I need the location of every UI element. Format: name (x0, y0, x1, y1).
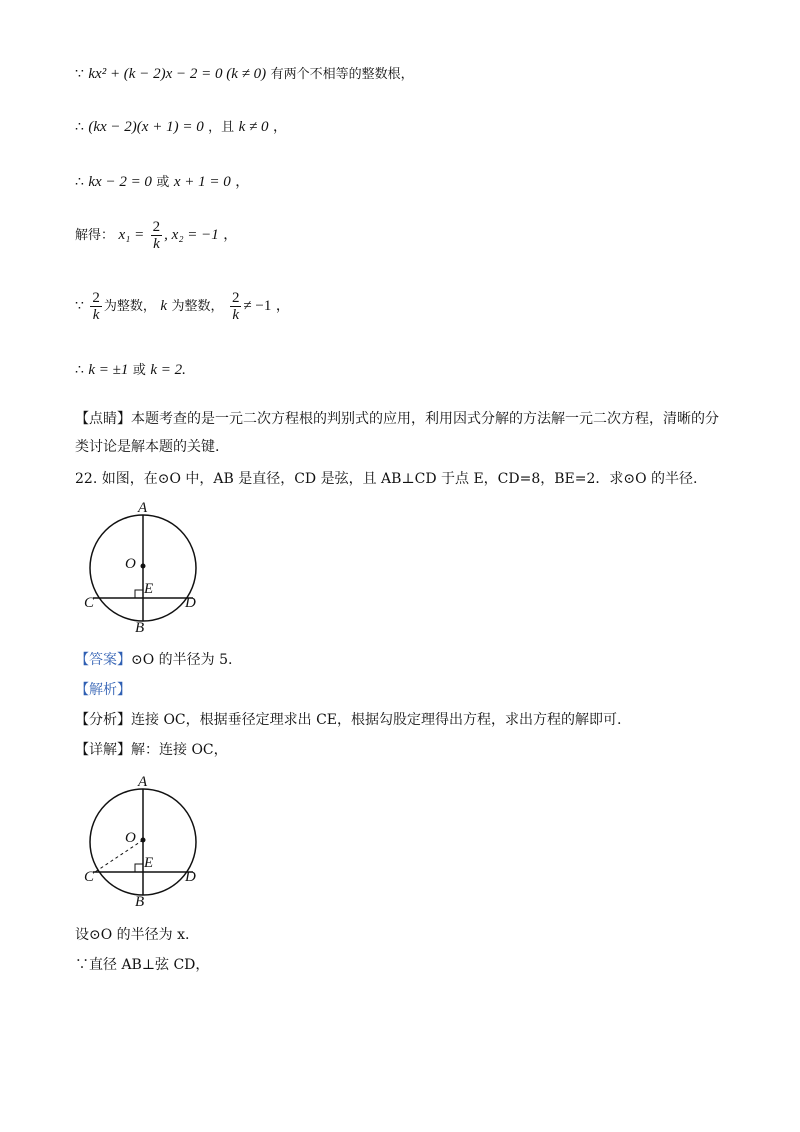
x1-label: x₁ = (118, 227, 145, 243)
line-factored (75, 117, 287, 138)
center-point (141, 564, 146, 569)
answer-text: ⊙O 的半径为 5. (131, 652, 233, 668)
case-equation-2: x + 1 = 0 (173, 174, 231, 190)
because-symbol: ∵ (75, 298, 84, 314)
comment-line-1: 【点睛】本题考查的是一元二次方程根的判别式的应用，利用因式分解的方法解一元二次方程，清晰的分 (75, 411, 719, 427)
fraction-2-over-k (151, 219, 163, 252)
label-d: D (185, 869, 196, 885)
therefore-symbol: ∴ (75, 119, 84, 135)
xiangjie-text: 解：连接 OC， (131, 742, 228, 758)
case-equation-1: kx − 2 = 0 (88, 174, 152, 190)
label-e: E (144, 855, 154, 871)
fraction-2-over-k (90, 290, 102, 323)
line-cases (75, 172, 249, 193)
or-text: 或 (156, 175, 170, 190)
label-a: A (138, 500, 148, 516)
comment-paragraph (75, 405, 735, 461)
xiangjie-line (75, 740, 228, 760)
integer-text-2: 为整数， (171, 299, 224, 314)
because-symbol: ∵ (75, 66, 84, 82)
denominator: k (153, 235, 160, 252)
or-text: 或 (132, 363, 146, 378)
therefore-symbol: ∴ (75, 174, 84, 190)
k-values-2: k = 2. (150, 362, 186, 378)
label-o: O (125, 556, 136, 572)
therefore-symbol: ∴ (75, 362, 84, 378)
line-conclusion (75, 360, 186, 381)
fraction-2-over-k-second (230, 290, 242, 323)
analysis-tag: 【解析】 (75, 682, 131, 698)
label-d: D (185, 595, 196, 611)
quadratic-equation: kx² + (k − 2)x − 2 = 0 (k ≠ 0) (88, 66, 267, 82)
circle-figure (80, 498, 210, 638)
numerator: 2 (152, 218, 161, 235)
center-point (141, 838, 146, 843)
numerator: 2 (92, 289, 100, 306)
comment-line-2: 类讨论是解本题的关键. (75, 439, 220, 455)
and-text: ，且 (208, 120, 235, 135)
denominator: k (232, 306, 240, 323)
label-c: C (84, 869, 95, 885)
fenxi-text: 连接 OC，根据垂径定理求出 CE，根据勾股定理得出方程，求出方程的解即可. (131, 712, 622, 728)
comma: ， (275, 298, 290, 314)
fenxi-line (75, 710, 621, 730)
comma: ， (272, 119, 287, 135)
set-radius-line: 设⊙O 的半径为 x. (75, 927, 190, 943)
label-a: A (138, 774, 148, 790)
k-condition: k ≠ 0 (238, 119, 269, 135)
premise-text: 有两个不相等的整数根， (270, 67, 414, 82)
not-equal-expression: ≠ −1 (243, 298, 272, 314)
label-c: C (84, 595, 95, 611)
integer-text-1: 为整数， (103, 299, 156, 314)
xiangjie-tag: 【详解】 (75, 742, 131, 758)
fenxi-tag: 【分析】 (75, 712, 131, 728)
x2-value: , x₂ = −1 (164, 227, 219, 243)
solve-label: 解得： (75, 228, 115, 243)
numerator: 2 (231, 289, 240, 306)
denominator: k (92, 306, 100, 323)
comma: ， (235, 174, 250, 190)
right-angle-mark (135, 590, 143, 598)
label-e: E (144, 581, 154, 597)
question-22: 22. 如图，在⊙O 中，AB 是直径，CD 是弦，且 AB⊥CD 于点 E，CD=8，BE=2．求⊙O 的半径. (75, 471, 698, 487)
right-angle-mark (135, 864, 143, 872)
answer-line (75, 650, 232, 670)
line-integer-condition (75, 289, 290, 324)
factored-equation: (kx − 2)(x + 1) = 0 (88, 119, 204, 135)
line-premise (75, 64, 414, 85)
comma: ， (223, 227, 238, 243)
label-b: B (135, 894, 145, 910)
label-b: B (135, 620, 145, 636)
k-values-1: k = ±1 (88, 362, 129, 378)
k-variable: k (160, 298, 168, 314)
line-solutions (75, 218, 237, 253)
label-o: O (125, 830, 136, 846)
answer-tag: 【答案】 (75, 652, 131, 668)
diameter-perpendicular-line: ∵直径 AB⊥弦 CD， (75, 957, 210, 973)
circle-figure-with-oc (80, 772, 210, 912)
